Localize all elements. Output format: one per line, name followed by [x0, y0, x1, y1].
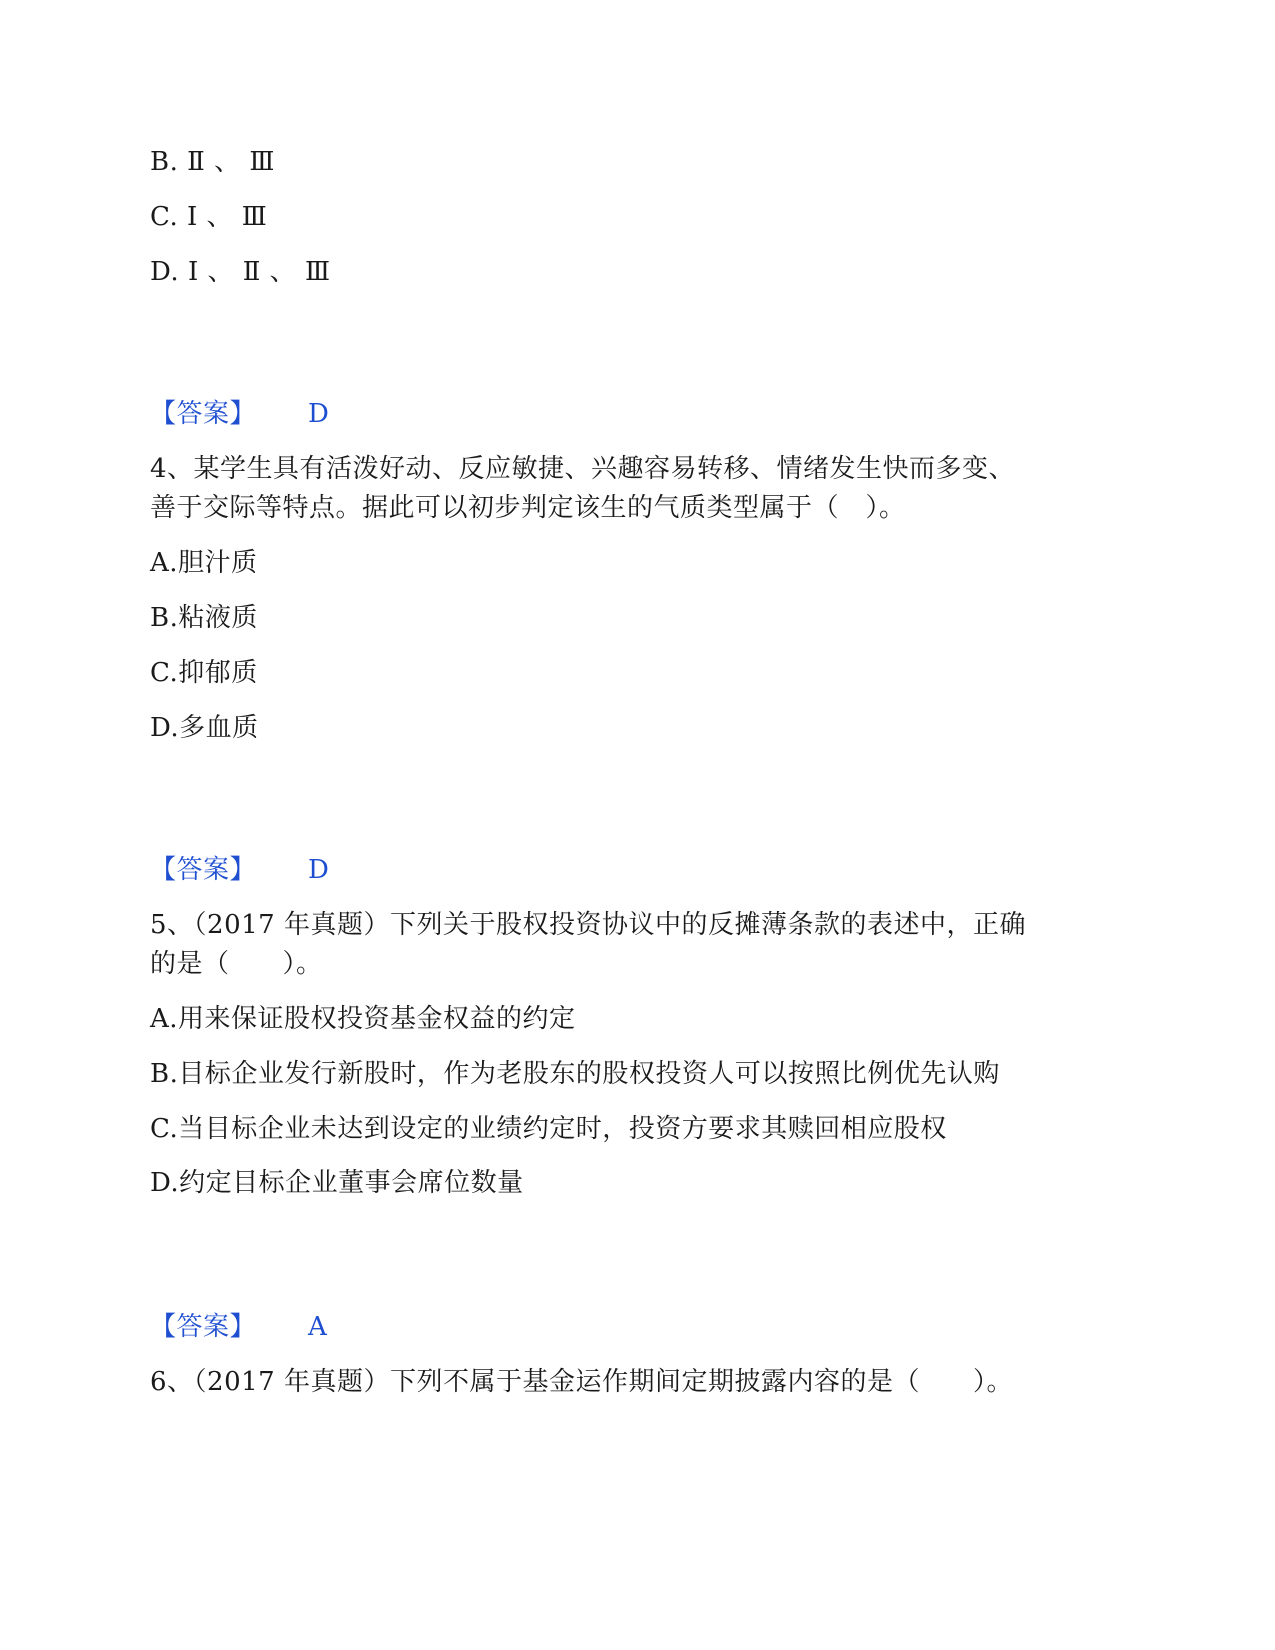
q4-option-d: D.多血质	[150, 713, 259, 743]
answer-label: 【答案】	[150, 1312, 257, 1342]
q5-stem-line1: 5、（2017 年真题）下列关于股权投资协议中的反摊薄条款的表述中，正确	[150, 910, 1026, 940]
q4-stem-line1: 4、某学生具有活泼好动、反应敏捷、兴趣容易转移、情绪发生快而多变、	[150, 454, 1016, 484]
answer-value: A	[308, 1312, 328, 1342]
answer-label: 【答案】	[150, 855, 257, 885]
q4-option-a: A.胆汁质	[150, 548, 258, 578]
q4-answer	[150, 854, 329, 886]
q5-answer	[150, 1311, 327, 1343]
q5-option-b: B.目标企业发行新股时，作为老股东的股权投资人可以按照比例优先认购	[150, 1059, 1000, 1089]
q5-option-c: C.当目标企业未达到设定的业绩约定时，投资方要求其赎回相应股权	[150, 1114, 947, 1144]
q4-stem-line2: 善于交际等特点。据此可以初步判定该生的气质类型属于（ ）。	[150, 493, 906, 523]
answer-label: 【答案】	[150, 399, 257, 429]
q5-option-a: A.用来保证股权投资基金权益的约定	[150, 1004, 576, 1034]
answer-value: D	[308, 855, 330, 885]
q3-option-d: D. Ⅰ 、 Ⅱ 、 Ⅲ	[150, 257, 331, 287]
q5-option-d: D.约定目标企业董事会席位数量	[150, 1168, 524, 1198]
q4-option-b: B.粘液质	[150, 603, 258, 633]
q4-option-c: C.抑郁质	[150, 658, 258, 688]
q3-option-c: C. Ⅰ 、 Ⅲ	[150, 202, 268, 232]
answer-value: D	[308, 399, 330, 429]
q5-stem-line2: 的是（ ）。	[150, 949, 323, 979]
q6-stem-line1: 6、（2017 年真题）下列不属于基金运作期间定期披露内容的是（ ）。	[150, 1367, 1013, 1397]
q3-answer	[150, 398, 329, 430]
q3-option-b: B. Ⅱ 、 Ⅲ	[150, 147, 275, 177]
